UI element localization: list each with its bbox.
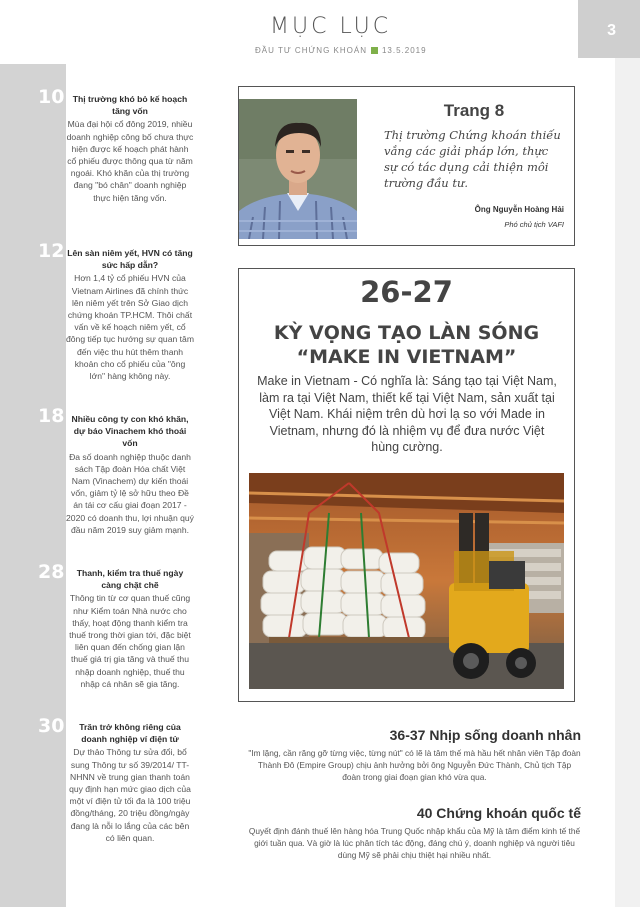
cover-story-title-line: “MAKE IN VIETNAM”: [296, 346, 517, 368]
feature-page-label: Trang 8: [443, 101, 505, 120]
forklift-warehouse-photo: [249, 473, 564, 689]
cover-story-box[interactable]: [238, 268, 575, 702]
section-title: Nhịp sống doanh nhân: [429, 727, 581, 743]
feature-box[interactable]: [238, 86, 575, 246]
feature-author-role: Phó chủ tịch VAFI: [504, 220, 564, 229]
issue-date: 13.5.2019: [381, 46, 427, 55]
toc-item[interactable]: [66, 567, 194, 690]
toc-item[interactable]: [66, 247, 194, 382]
section-entry[interactable]: [248, 727, 581, 783]
toc-item-title: Thị trường khó bỏ kế hoạch tăng vốn: [72, 94, 188, 117]
toc-item-title: Nhiều công ty con khó khăn, dự báo Vinachem khó thoái vốn: [71, 414, 189, 449]
toc-item-body: Đa số doanh nghiệp thuộc danh sách Tập đoàn Hóa chất Việt Nam (Vinachem) dự kiến thoái vốn, giảm tỷ lệ sở hữu theo Đề án tái cơ cấu giai đoạn 2017 - 2020 có doanh thu, lợi nhuận quý đầu năm 2019 suy giảm mạnh.: [66, 451, 194, 535]
publication-name: ĐẦU TƯ CHỨNG KHOÁN: [255, 46, 367, 55]
toc-page-number: 28: [38, 561, 65, 583]
cover-story-pages: 26-27: [360, 275, 453, 309]
toc-item[interactable]: [66, 93, 194, 204]
section-body: Quyết định đánh thuế lên hàng hóa Trung Quốc nhập khẩu của Mỹ là tâm điểm kinh tế thế giới tuần qua. Và giờ là lúc phân tích tác động, đáng chú ý, doanh nghiệp và người tiêu dùng Mỹ sẽ phải chịu thiệt hại nhiều nhất.: [248, 826, 581, 860]
toc-item-title: Lên sàn niêm yết, HVN có tăng sức hấp dẫn?: [67, 248, 193, 271]
section-entry[interactable]: [248, 805, 581, 861]
toc-item-body: Dự thảo Thông tư sửa đổi, bổ sung Thông tư số 39/2014/ TT-NHNN về trung gian thanh toán quy định hạn mức giao dịch của một ví điện tử tối đa là 100 triệu đồng/tháng, 20 triệu đồng/ngày đang là nỗi lo lắng của các bên có liên quan.: [69, 747, 191, 843]
toc-item[interactable]: [66, 413, 194, 536]
toc-item-body: Mùa đại hội cổ đông 2019, nhiều doanh nghiệp công bố chưa thực hiện được kế hoạch phát hành cổ phiếu được thông qua từ năm ngoái. Khó khăn của thị trường đang "bó chân" doanh nghiệp thực hiện tăng vốn.: [66, 119, 194, 203]
toc-page-number: 12: [38, 240, 65, 262]
publication-line: [255, 46, 427, 55]
portrait-photo: [239, 99, 357, 239]
page-title: MỤC LỤC: [270, 14, 392, 39]
cover-story-title: [239, 321, 574, 369]
section-pages: 40: [416, 805, 433, 821]
green-square-icon: [371, 47, 378, 54]
toc-page-number: 18: [38, 405, 65, 427]
toc-item-title: Thanh, kiểm tra thuế ngày càng chặt chẽ: [76, 568, 184, 591]
toc-item-body: Hơn 1,4 tỷ cổ phiếu HVN của Vietnam Airlines đã chính thức lên niêm yết trên Sở Giao dịch chứng khoán TP.HCM. Thôi chất vấn về kế hoạch niêm yết, cổ đông tiếp tục hướng sự quan tâm đến việc thu hút thêm thanh khoản cho cổ phiếu của "ông lớn" hàng không này.: [66, 273, 194, 382]
section-title: Chứng khoán quốc tế: [436, 805, 581, 821]
toc-page-number: 30: [38, 715, 65, 737]
section-heading: [248, 727, 581, 743]
feature-quote: Thị trường Chứng khoán thiếu vắng các giải pháp lớn, thực sự có tác dụng cải thiện môi trường đầu tư.: [384, 128, 561, 190]
toc-sidebar: [0, 64, 66, 907]
cover-story-description: Make in Vietnam - Có nghĩa là: Sáng tạo tại Việt Nam, làm ra tại Việt Nam, thiết kế tại Việt Nam, sản xuất tại Việt Nam. Khái niệm trên dù hơi lạ so với Made in Vietnam, nhưng đó là nhiệm vụ để đưa nước Việt hùng cường.: [257, 374, 557, 454]
toc-item-title: Trăn trở không riêng của doanh nghiệp ví điện tử: [79, 722, 181, 745]
page-number-tab: [578, 0, 640, 58]
feature-author: Ông Nguyễn Hoàng Hải: [474, 205, 564, 214]
cover-story-title-line: KỲ VỌNG TẠO LÀN SÓNG: [273, 322, 540, 344]
toc-page-number: 10: [38, 86, 65, 108]
toc-item[interactable]: [66, 721, 194, 844]
right-margin-strip: [615, 58, 640, 907]
section-heading: [248, 805, 581, 821]
page-number: 3: [607, 22, 616, 39]
toc-item-body: Thông tin từ cơ quan thuế cũng như Kiểm toán Nhà nước cho thấy, hoạt động thanh kiểm tra thuế trong thời gian tới, đặc biệt liên quan đến chống gian lận thuế giá trị gia tăng và thuế thu nhập doanh nghiệp, thuế thu nhập cá nhân sẽ gia tăng.: [69, 593, 191, 689]
section-body: "Im lặng, cần răng gỡ từng việc, từng nút" có lẽ là tâm thế mà hầu hết nhân viên Tập đoàn Thành Đô (Empire Group) chịu ảnh hưởng bởi ông Nguyễn Đức Thành, Chủ tịch Tập đoàn trong giai đoạn gian khó vừa qua.: [248, 748, 581, 782]
section-pages: 36-37: [389, 727, 426, 743]
